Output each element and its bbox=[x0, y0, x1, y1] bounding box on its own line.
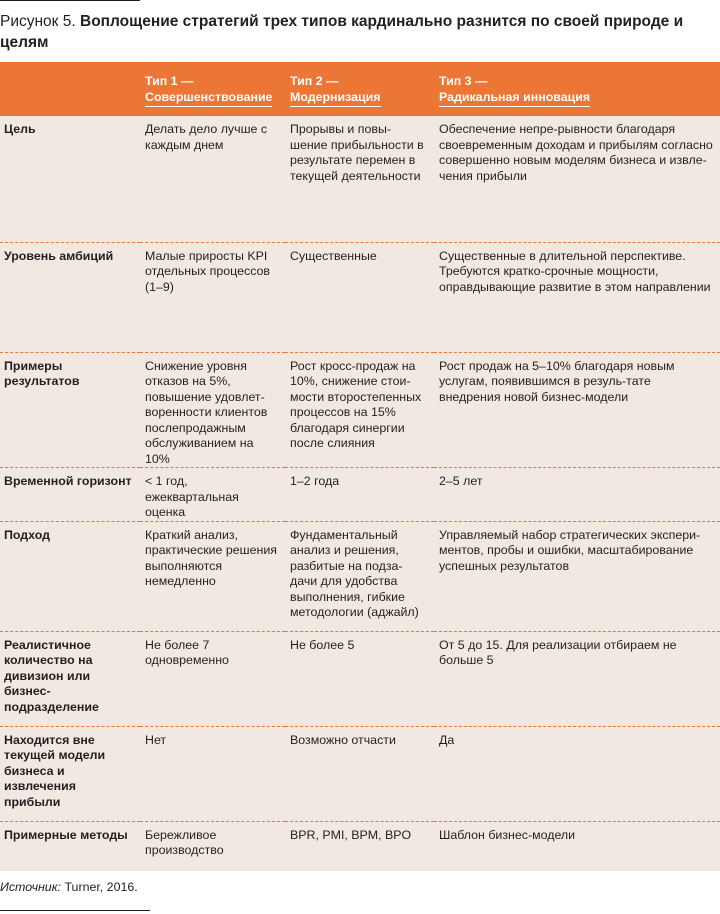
source-text: Turner, 2016. bbox=[61, 880, 138, 894]
table-row-methods bbox=[0, 821, 720, 871]
header-type2-line1: Тип 2 — bbox=[290, 74, 339, 88]
row-label: Находится вне текущей модели бизнеса и извлечения прибыли bbox=[0, 726, 140, 821]
cell-type3: Существенные в длительной перспективе. Требуются кратко-срочные мощности, оправдывающие развитие в этом направлении bbox=[434, 242, 720, 352]
cell-type3: Да bbox=[434, 726, 720, 821]
cell-type2: Возможно отчасти bbox=[285, 726, 434, 821]
cell-type1: < 1 год, ежеквартальная оценка bbox=[140, 468, 285, 522]
cell-type1: Нет bbox=[140, 726, 285, 821]
row-label: Реалистичное количество на дивизион или бизнес-подразделение bbox=[0, 631, 140, 726]
row-label: Примеры результатов bbox=[0, 352, 140, 468]
row-label: Примерные методы bbox=[4, 827, 128, 842]
table-header-row bbox=[0, 62, 720, 116]
caption-title: Воплощение стратегий трех типов кардинально разнится по своей природе и целям bbox=[0, 13, 684, 51]
table-row-ambition bbox=[0, 242, 720, 352]
cell-type1: Не более 7 одновременно bbox=[140, 631, 285, 726]
cell-type3: 2–5 лет bbox=[434, 468, 720, 522]
header-type1-line2: Совершенствование bbox=[145, 90, 272, 108]
bottom-rule bbox=[0, 910, 150, 911]
caption-lead: Рисунок 5. bbox=[0, 13, 80, 30]
header-type2-line2: Модернизация bbox=[290, 90, 381, 108]
cell-type3: Обеспечение непре-рывности благодаря своевременным доходам и прибылям согласно совершенно новым моделям бизнеса и извле-чения прибыли bbox=[434, 116, 720, 242]
strategy-table bbox=[0, 62, 720, 871]
cell-type1: Малые приросты KPI отдельных процессов (1–9) bbox=[140, 242, 285, 352]
row-label: Уровень амбиций bbox=[0, 242, 140, 352]
table-row-results bbox=[0, 352, 720, 468]
cell-type1: Делать дело лучше с каждым днем bbox=[140, 116, 285, 242]
cell-type3: Управляемый набор стратегических экспери-ментов, пробы и ошибки, масштабирование успешных результатов bbox=[434, 521, 720, 631]
header-type3 bbox=[434, 62, 720, 116]
row-label: Цель bbox=[0, 116, 140, 242]
table-row-approach bbox=[0, 521, 720, 631]
row-label: Подход bbox=[0, 521, 140, 631]
cell-type2: Фундаментальный анализ и решения, разбитые на подза-дачи для удобства выполнения, гибкие методологии (аджайл) bbox=[285, 521, 434, 631]
source-note bbox=[0, 880, 138, 894]
figure-caption bbox=[0, 11, 700, 53]
cell-type1: Бережливое производство bbox=[145, 827, 224, 857]
header-empty bbox=[0, 62, 140, 116]
cell-type2: Существенные bbox=[285, 242, 434, 352]
cell-type1: Краткий анализ, практические решения выполняются немедленно bbox=[140, 521, 285, 631]
header-type1 bbox=[140, 62, 285, 116]
table-row-horizon bbox=[0, 468, 720, 522]
table-row-goal bbox=[0, 116, 720, 242]
cell-type2: Прорывы и повы-шение прибыльности в результате перемен в текущей деятельности bbox=[285, 116, 434, 242]
cell-type3: Шаблон бизнес-модели bbox=[439, 827, 576, 842]
cell-type1: Снижение уровня отказов на 5%, повышение удовлет-воренности клиентов послепродажным обслуживанием на 10% bbox=[140, 352, 285, 468]
row-label: Временной горизонт bbox=[0, 468, 140, 522]
cell-type2: 1–2 года bbox=[285, 468, 434, 522]
header-type1-line1: Тип 1 — bbox=[145, 74, 194, 88]
cell-type2: BPR, PMI, BPM, BPO bbox=[290, 827, 412, 842]
cell-type3: Рост продаж на 5–10% благодаря новым услугам, появившимся в резуль-тате внедрения новой бизнес-модели bbox=[434, 352, 720, 468]
top-rule bbox=[0, 0, 140, 1]
source-label: Источник: bbox=[0, 880, 61, 894]
header-type3-line1: Тип 3 — bbox=[439, 74, 488, 88]
cell-type2: Рост кросс-продаж на 10%, снижение стои-мости второстепенных процессов на 15% благодаря синергии после слияния bbox=[285, 352, 434, 468]
table-row-outside-model bbox=[0, 726, 720, 821]
header-type3-line2: Радикальная инновация bbox=[439, 90, 590, 108]
cell-type3: От 5 до 15. Для реализации отбираем не больше 5 bbox=[434, 631, 720, 726]
table-row-quantity bbox=[0, 631, 720, 726]
cell-type2: Не более 5 bbox=[285, 631, 434, 726]
header-type2 bbox=[285, 62, 434, 116]
